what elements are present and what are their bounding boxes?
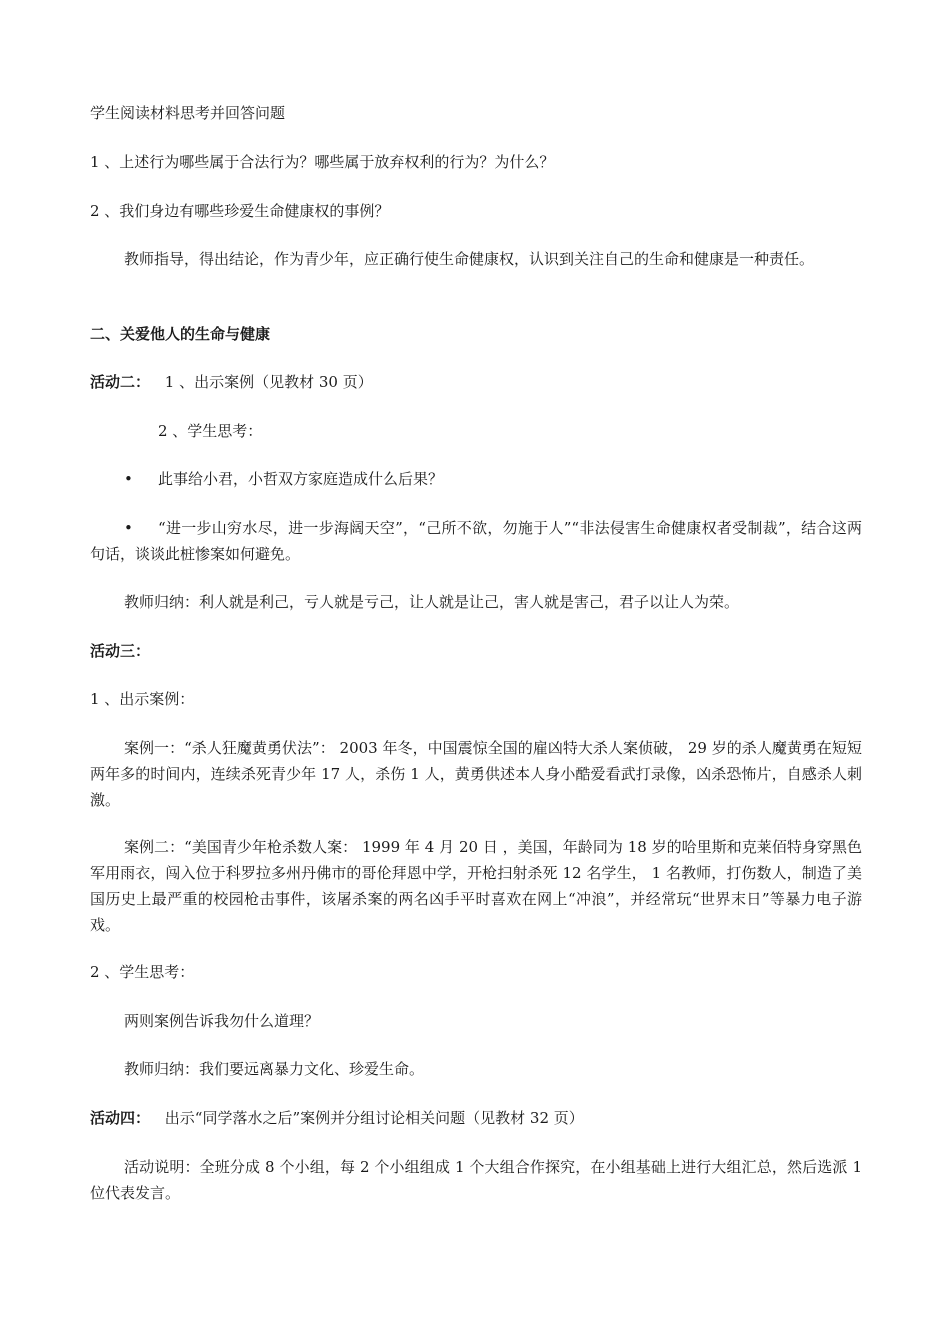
activity-3-label: 活动三： — [90, 642, 151, 660]
activity-3-think: 2 、学生思考： — [90, 963, 195, 981]
case-2-text: 案例二：“美国青少年枪杀数人案： 1999 年 4 月 20 日 ，美国，年龄同为 18 岁的哈里斯和克莱佰特身穿黑色军用雨衣，闯入位于科罗拉多州丹佛市的哥伦拜恩中学，开枪扫射杀死 12 名学生， 1 名教师，打伤数人，制造了美国历史上最严重的校园枪击事件，该屠杀案的两名凶手平时喜欢在网上“冲浪”，并经常玩“世界末日”等暴力电子游戏。 — [90, 838, 862, 934]
bullet-text-1: 此事给小君，小哲双方家庭造成什么后果？ — [158, 470, 444, 488]
teacher-summary-3: 教师归纳：我们要远离暴力文化、珍爱生命。 — [124, 1060, 425, 1078]
question-1: 1 、上述行为哪些属于合法行为？哪些属于放弃权利的行为？为什么？ — [90, 153, 555, 171]
activity-3-case-title: 1 、出示案例： — [90, 690, 195, 708]
activity-4-text: 出示“同学落水之后”案例并分组讨论相关问题（见教材 32 页） — [164, 1109, 584, 1127]
case-1-text: 案例一：“杀人狂魔黄勇伏法”： 2003 年冬，中国震惊全国的雇凶特大杀人案侦破， 29 岁的杀人魔黄勇在短短两年多的时间内，连续杀死青少年 17 人，杀伤 1 人，黄勇供述本人身小酷爱看武打录像，凶杀恐怖片，自感杀人刺激。 — [90, 739, 862, 809]
teacher-summary-2: 教师归纳：利人就是利己，亏人就是亏己，让人就是让己，害人就是害己，君子以让人为荣。 — [124, 593, 740, 611]
teacher-guidance: 教师指导，得出结论，作为青少年，应正确行使生命健康权，认识到关注自己的生命和健康是一种责任。 — [124, 250, 815, 268]
activity-4-label: 活动四： — [90, 1109, 151, 1127]
bullet-item-2 — [90, 515, 862, 567]
intro-line: 学生阅读材料思考并回答问题 — [90, 104, 286, 122]
question-2: 2 、我们身边有哪些珍爱生命健康权的事例？ — [90, 202, 390, 220]
activity-2-label: 活动二： — [90, 373, 151, 391]
activity-2-think: 2 、学生思考： — [158, 422, 263, 440]
bullet-item-1 — [90, 466, 862, 492]
bullet-text-2: “进一步山穷水尽，进一步海阔天空”，“己所不欲，勿施于人”“非法侵害生命健康权者受制裁”，结合这两句话，谈谈此桩惨案如何避免。 — [90, 519, 862, 563]
activity-2-line — [90, 369, 862, 395]
bullet-icon: • — [124, 470, 133, 488]
bullet-icon: • — [124, 519, 133, 537]
activity-4-line — [90, 1105, 862, 1131]
section-heading-2: 二、关爱他人的生命与健康 — [90, 325, 271, 343]
activity-2-case: 1 、出示案例（见教材 30 页） — [164, 373, 373, 391]
activity-4-description: 活动说明：全班分成 8 个小组，每 2 个小组组成 1 个大组合作探究，在小组基础上进行大组汇总，然后选派 1 位代表发言。 — [90, 1158, 862, 1202]
activity-3-question: 两则案例告诉我勿什么道理？ — [124, 1012, 320, 1030]
